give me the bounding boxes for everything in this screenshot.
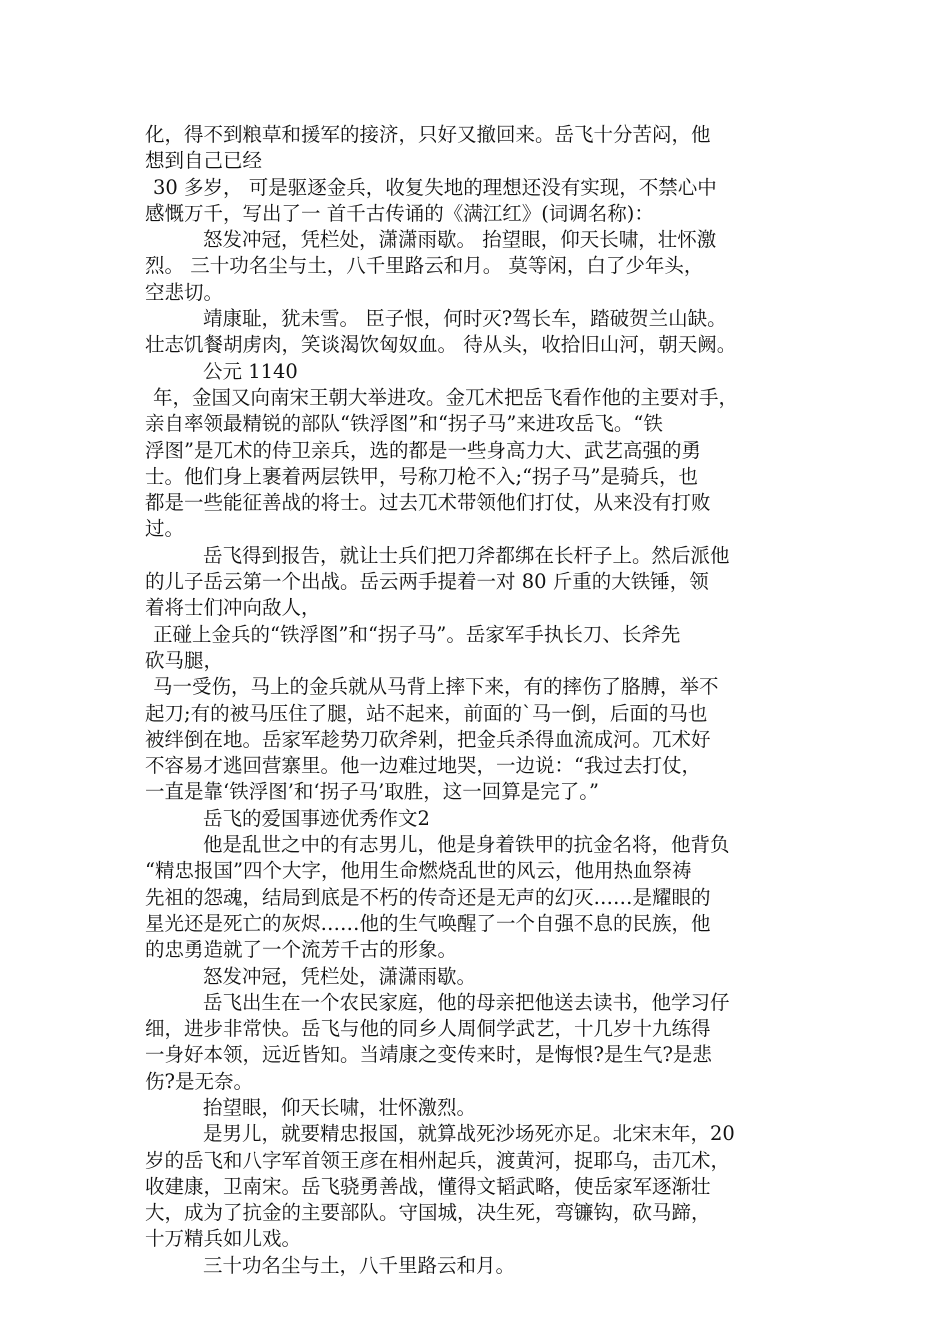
text-line: 怒发冲冠，凭栏处，潇潇雨歇。 (203, 964, 477, 988)
text-line: 十万精兵如儿戏。 (145, 1227, 302, 1251)
text-line: 三十功名尘与土，八千里路云和月。 (203, 1253, 516, 1277)
text-line: 都是一些能征善战的将士。过去兀术带领他们打仗，从来没有打败 (145, 491, 711, 515)
text-line: 的儿子岳云第一个出战。岳云两手提着一对 80 斤重的大铁锤，领 (145, 570, 709, 594)
text-line: 烈。 三十功名尘与土，八千里路云和月。 莫等闲，白了少年头， (145, 254, 704, 278)
text-line: 是男儿，就要精忠报国，就算战死沙场死亦足。北宋末年，20 (203, 1122, 735, 1146)
text-line: 马一受伤，马上的金兵就从马背上摔下来，有的摔伤了胳膊，举不 (153, 675, 719, 699)
text-line: “精忠报国”四个大字，他用生命燃烧乱世的风云，他用热血祭祷 (145, 859, 692, 883)
text-line: 抬望眼，仰天长啸，壮怀激烈。 (203, 1095, 477, 1119)
text-line: 过。 (145, 517, 185, 541)
text-line: 起刀;有的被马压住了腿，站不起来，前面的`马一倒，后面的马也 (145, 701, 708, 725)
text-line: 伤?是无奈。 (145, 1069, 253, 1093)
text-line: 公元 1140 (203, 359, 298, 383)
text-line: 岳飞出生在一个农民家庭，他的母亲把他送去读书，他学习仔 (203, 990, 730, 1014)
text-line: 年，金国又向南宋王朝大举进攻。金兀术把岳飞看作他的主要对手， (153, 385, 739, 409)
text-line: 砍马腿， (145, 648, 224, 672)
text-line: 先祖的怨魂，结局到底是不朽的传奇还是无声的幻灭……是耀眼的 (145, 885, 711, 909)
text-line: 岁的岳飞和八字军首领王彦在相州起兵，渡黄河，捉耶乌，击兀术， (145, 1148, 731, 1172)
text-line: 他是乱世之中的有志男儿，他是身着铁甲的抗金名将，他背负 (203, 833, 730, 857)
text-line: 感慨万千，写出了一 首千古传诵的《满江红》(词调名称)： (145, 201, 654, 225)
text-line: 的忠勇造就了一个流芳千古的形象。 (145, 938, 458, 962)
text-line: 士。他们身上裹着两层铁甲，号称刀枪不入;“拐子马”是骑兵，也 (145, 464, 699, 488)
text-line: 细，进步非常快。岳飞与他的同乡人周侗学武艺，十几岁十九练得 (145, 1017, 711, 1041)
text-line: 不容易才逃回营寨里。他一边难过地哭，一边说：“我过去打仗， (145, 754, 701, 778)
text-line: 浮图”是兀术的侍卫亲兵，选的都是一些身高力大、武艺高强的勇 (145, 438, 701, 462)
text-line: 亲自率领最精锐的部队“铁浮图”和“拐子马”来进攻岳飞。“铁 (145, 412, 663, 436)
text-line: 收建康，卫南宋。岳飞骁勇善战，懂得文韬武略，使岳家军逐渐壮 (145, 1174, 711, 1198)
text-line: 岳飞的爱国事迹优秀作文2 (203, 806, 430, 830)
text-line: 怒发冲冠，凭栏处，潇潇雨歇。 抬望眼，仰天长啸，壮怀激 (203, 228, 717, 252)
text-line: 星光还是死亡的灰烬……他的生气唤醒了一个自强不息的民族，他 (145, 911, 711, 935)
text-line: 正碰上金兵的“铁浮图”和“拐子马”。岳家军手执长刀、长斧先 (153, 622, 681, 646)
text-line: 空悲切。 (145, 280, 224, 304)
text-line: 大，成为了抗金的主要部队。守国城，决生死，弯镰钩，砍马蹄， (145, 1201, 711, 1225)
text-line: 一直是靠‘铁浮图’和‘拐子马’取胜，这一回算是完了。” (145, 780, 600, 804)
text-line: 壮志饥餐胡虏肉，笑谈渴饮匈奴血。 待从头，收拾旧山河，朝天阙。 (145, 333, 737, 357)
text-line: 30 多岁， 可是驱逐金兵，收复失地的理想还没有实现，不禁心中 (153, 175, 717, 199)
text-line: 一身好本领，远近皆知。当靖康之变传来时，是悔恨?是生气?是悲 (145, 1043, 712, 1067)
text-line: 岳飞得到报告，就让士兵们把刀斧都绑在长杆子上。然后派他 (203, 543, 730, 567)
document-body (145, 122, 825, 1279)
text-line: 靖康耻，犹未雪。 臣子恨，何时灭?驾长车，踏破贺兰山缺。 (203, 307, 727, 331)
text-line: 想到自己已经 (145, 149, 263, 173)
text-line: 被绊倒在地。岳家军趁势刀砍斧剁，把金兵杀得血流成河。兀术好 (145, 727, 711, 751)
text-line: 化，得不到粮草和援军的接济，只好又撤回来。岳飞十分苦闷，他 (145, 123, 711, 146)
text-line: 着将士们冲向敌人， (145, 596, 321, 620)
